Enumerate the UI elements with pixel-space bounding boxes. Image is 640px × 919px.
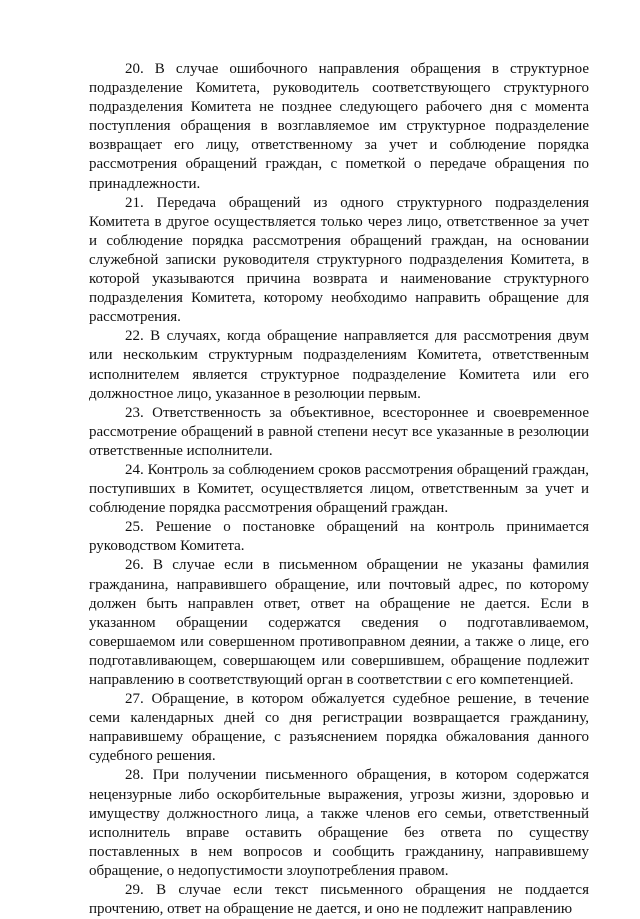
paragraph-24: 24. Контроль за соблюдением сроков рассмотрения обращений граждан, поступивших в Комитет, осуществляется лицом, ответственным за учет и соблюдение порядка рассмотрения обращений граждан. xyxy=(89,461,589,517)
paragraph-20: 20. В случае ошибочного направления обращения в структурное подразделение Комитета, руководитель соответствующего структурного подразделения Комитета не позднее следующего рабочего дня с момента поступления обращения в возглавляемое им структурное подразделение возвращает его лицу, ответственному за учет и соблюдение порядка рассмотрения обращений граждан, с пометкой о передаче обращения по принадлежности. xyxy=(89,61,589,192)
paragraph-27: 27. Обращение, в котором обжалуется судебное решение, в течение семи календарных дней со дня регистрации возвращается гражданину, направившему обращение, с разъяснением порядка обжалования данного судебного решения. xyxy=(89,691,589,765)
paragraph-25: 25. Решение о постановке обращений на контроль принимается руководством Комитета. xyxy=(89,519,589,555)
paragraph-21: 21. Передача обращений из одного структурного подразделения Комитета в другое осуществляется только через лицо, ответственное за учет и соблюдение порядка рассмотрения обращений граждан, на основании служебной записки руководителя структурного подразделения Комитета, в которой указываются причина возврата и наименование структурного подразделения Комитета, которому необходимо направить обращение для рассмотрения. xyxy=(89,194,589,326)
paragraph-29: 29. В случае если текст письменного обращения не поддается прочтению, ответ на обращение не дается, и оно не подлежит направлению xyxy=(89,882,589,918)
paragraph-23: 23. Ответственность за объективное, всестороннее и своевременное рассмотрение обращений в равной степени несут все указанные в резолюции ответственные исполнители. xyxy=(89,404,589,459)
paragraph-22: 22. В случаях, когда обращение направляется для рассмотрения двум или нескольким структурным подразделениям Комитета, ответственным исполнителем является структурное подразделение Комитета или его должностное лицо, указанное в резолюции первым. xyxy=(89,328,589,402)
document-body xyxy=(89,60,589,919)
paragraph-28: 28. При получении письменного обращения, в котором содержатся нецензурные либо оскорбительные выражения, угрозы жизни, здоровью и имуществу должностного лица, а также членов его семьи, ответственный исполнитель вправе оставить обращение без ответа по существу поставленных в нем вопросов и сообщить гражданину, направившему обращение, о недопустимости злоупотребления правом. xyxy=(89,767,589,879)
paragraph-26: 26. В случае если в письменном обращении не указаны фамилия гражданина, направившего обращение, или почтовый адрес, по которому должен быть направлен ответ, ответ на обращение не дается. Если в указанном обращении содержатся сведения о подготавливаемом, совершаемом или совершенном противоправном деянии, а также о лице, его подготавливающем, совершающем или совершившем, обращение подлежит направлению в соответствующий орган в соответствии с его компетенцией. xyxy=(89,557,589,688)
